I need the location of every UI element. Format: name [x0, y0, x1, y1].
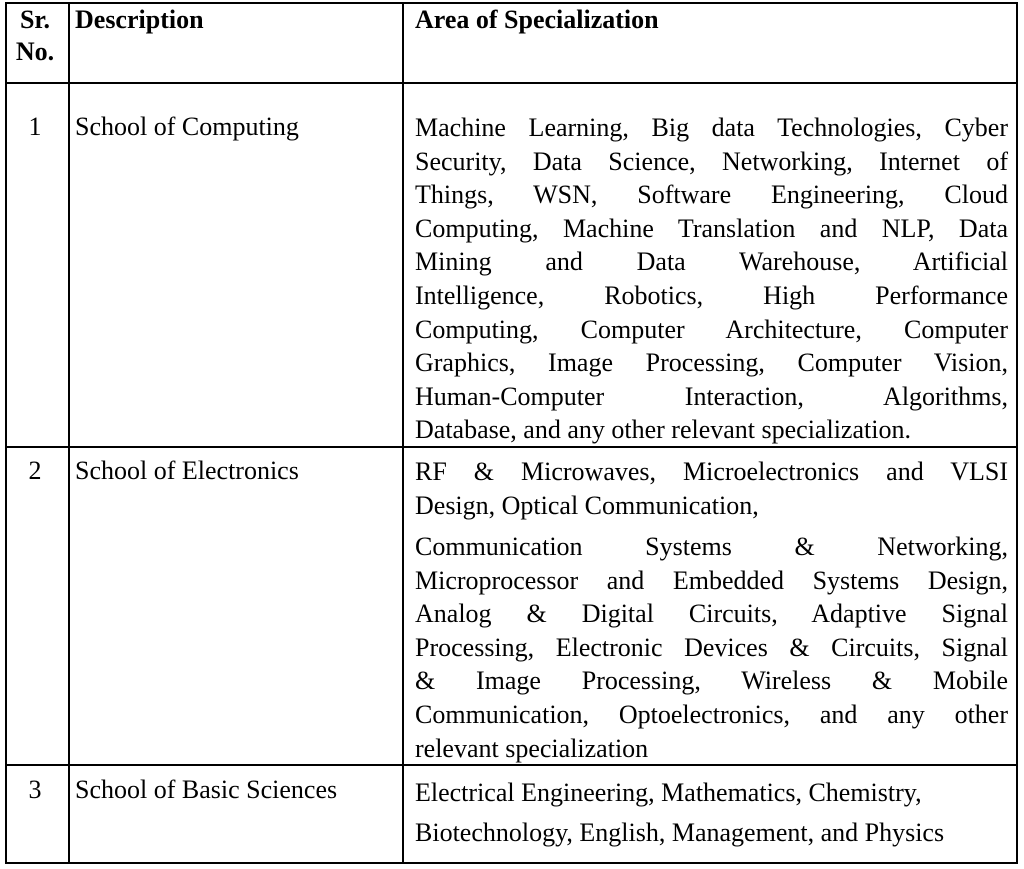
row-1-area-line: Security, Data Science, Networking, Internet of [415, 146, 1008, 176]
row-2-area-line: Analog & Digital Circuits, Adaptive Signal [415, 599, 1008, 629]
row-3-description: School of Basic Sciences [75, 775, 338, 804]
specialization-table [5, 2, 1018, 864]
row-2-area-line: Processing, Electronic Devices & Circuits, Signal [415, 632, 1008, 662]
row-1-description: School of Computing [75, 112, 299, 141]
header-area: Area of Specialization [415, 5, 659, 34]
row-3-area [415, 773, 1008, 853]
row-1-number: 1 [28, 112, 42, 141]
row-2-number: 2 [28, 456, 42, 485]
row-2-area-line: RF & Microwaves, Microelectronics and VLSI [415, 457, 1008, 486]
row-2-area-line: Design, Optical Communication, [415, 490, 759, 520]
row-1-area-line: Graphics, Image Processing, Computer Vision, [415, 348, 1008, 378]
row-1-area-line: Machine Learning, Big data Technologies, Cyber [415, 113, 1008, 142]
row-1-area [415, 111, 1008, 447]
row-2-area-line: Microprocessor and Embedded Systems Design, [415, 565, 1008, 595]
table-border-right [1016, 2, 1018, 864]
header-divider [5, 82, 1018, 84]
table-border-bottom [5, 862, 1018, 864]
row-2-area-line: relevant specialization [415, 733, 649, 763]
row-2-area-line: Communication Systems & Networking, [415, 532, 1008, 561]
row-2-area-line: Communication, Optoelectronics, and any other [415, 699, 1008, 729]
row-3-area-line: Electrical Engineering, Mathematics, Chemistry, [415, 778, 922, 807]
row-3-area-line: Biotechnology, English, Management, and Physics [415, 818, 945, 847]
header-sr [5, 4, 65, 68]
row-2-area-part-a [415, 455, 1008, 522]
row-1-area-line: Human-Computer Interaction, Algorithms, [415, 381, 1008, 411]
row-2-area-part-b [415, 530, 1008, 765]
row-1-area-line: Database, and any other relevant specialization. [415, 415, 911, 445]
row-1-area-line: Computing, Computer Architecture, Computer [415, 314, 1008, 344]
row-3-number: 3 [28, 775, 42, 804]
row-2-area-line: & Image Processing, Wireless & Mobile [415, 666, 1008, 696]
row-1-area-line: Mining and Data Warehouse, Artificial [415, 247, 1008, 277]
row-2-description: School of Electronics [75, 456, 299, 485]
header-sr-line2: No. [15, 37, 55, 66]
header-sr-line1: Sr. [19, 5, 51, 34]
column-divider-2 [402, 2, 404, 864]
row-1-area-line: Computing, Machine Translation and NLP, Data [415, 213, 1008, 243]
header-description: Description [75, 5, 204, 34]
row-1-area-line: Things, WSN, Software Engineering, Cloud [415, 180, 1008, 210]
column-divider-1 [68, 2, 70, 864]
row-1-area-line: Intelligence, Robotics, High Performance [415, 280, 1008, 310]
